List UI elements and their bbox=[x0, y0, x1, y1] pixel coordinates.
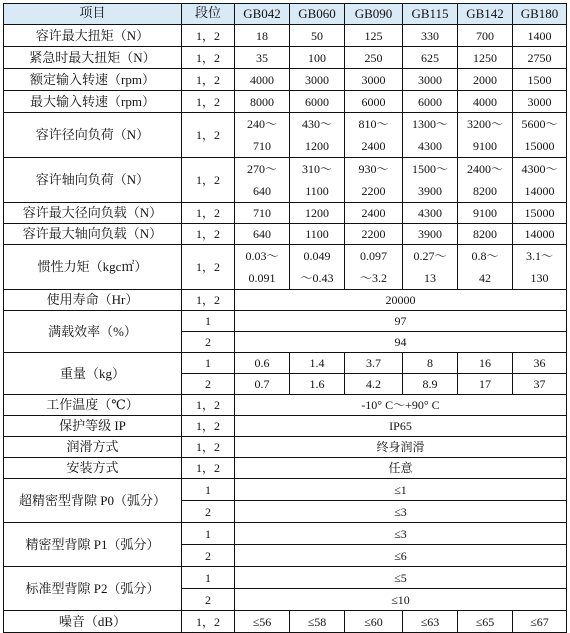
range-start: 930～ bbox=[358, 162, 389, 176]
value-cell: 15000 bbox=[513, 203, 567, 224]
range-start: 0.03～ bbox=[245, 249, 279, 263]
value-cell bbox=[458, 113, 513, 158]
row-label: 超精密型背隙 P0（弧分） bbox=[4, 479, 182, 523]
row-label: 容许径向负荷（N） bbox=[4, 113, 182, 158]
table-row bbox=[4, 416, 567, 437]
value-cell bbox=[345, 113, 403, 158]
merged-value-cell: -10° C～+90° C bbox=[235, 395, 567, 416]
stage-cell: 1，2 bbox=[182, 611, 235, 633]
row-label: 最大输入转速（rpm） bbox=[4, 91, 182, 113]
range-end: 640 bbox=[253, 184, 271, 198]
range-start: 310～ bbox=[301, 162, 332, 176]
value-cell bbox=[403, 245, 458, 290]
range-start: 1300～ bbox=[411, 117, 448, 131]
table-row bbox=[4, 395, 567, 416]
value-cell: 2200 bbox=[345, 224, 403, 245]
range-start: 430～ bbox=[301, 117, 332, 131]
value-cell: 4000 bbox=[458, 91, 513, 113]
value-cell: 3000 bbox=[345, 69, 403, 91]
stage-cell: 2 bbox=[182, 332, 235, 353]
stage-cell: 1，2 bbox=[182, 91, 235, 113]
value-cell bbox=[235, 113, 290, 158]
row-label: 噪音（dB） bbox=[4, 611, 182, 633]
range-end: 4300 bbox=[418, 139, 442, 153]
value-cell bbox=[403, 113, 458, 158]
value-cell: 700 bbox=[458, 25, 513, 47]
range-end: 15000 bbox=[524, 139, 555, 153]
value-cell: ≤65 bbox=[458, 611, 513, 633]
value-cell: 1500 bbox=[513, 69, 567, 91]
value-cell: 8000 bbox=[235, 91, 290, 113]
row-label: 额定输入转速（rpm） bbox=[4, 69, 182, 91]
value-cell: 2750 bbox=[513, 47, 567, 69]
table-row bbox=[4, 91, 567, 113]
value-cell: 0.6 bbox=[235, 353, 290, 374]
row-label: 安装方式 bbox=[4, 458, 182, 479]
stage-cell: 1 bbox=[182, 353, 235, 374]
value-cell bbox=[458, 245, 513, 290]
value-cell: 8200 bbox=[458, 224, 513, 245]
value-cell: 6000 bbox=[290, 91, 345, 113]
range-start: 5600～ bbox=[521, 117, 558, 131]
value-cell: 16 bbox=[458, 353, 513, 374]
stage-cell: 1，2 bbox=[182, 203, 235, 224]
stage-cell: 1，2 bbox=[182, 69, 235, 91]
value-cell: 710 bbox=[235, 203, 290, 224]
stage-cell: 1，2 bbox=[182, 416, 235, 437]
value-cell: 3900 bbox=[403, 224, 458, 245]
value-cell: 1200 bbox=[290, 203, 345, 224]
stage-cell: 1，2 bbox=[182, 25, 235, 47]
merged-value-cell: ≤3 bbox=[235, 523, 567, 545]
stage-cell: 1，2 bbox=[182, 395, 235, 416]
value-cell: 6000 bbox=[403, 91, 458, 113]
row-label: 容许轴向负荷（N） bbox=[4, 158, 182, 203]
value-cell: 8.9 bbox=[403, 374, 458, 395]
value-cell bbox=[513, 245, 567, 290]
row-label: 使用寿命（Hr） bbox=[4, 290, 182, 311]
table-row bbox=[4, 458, 567, 479]
header-model: GB060 bbox=[290, 4, 345, 25]
value-cell bbox=[290, 245, 345, 290]
value-cell: 1400 bbox=[513, 25, 567, 47]
row-label: 润滑方式 bbox=[4, 437, 182, 458]
merged-value-cell: ≤6 bbox=[235, 545, 567, 567]
value-cell: 18 bbox=[235, 25, 290, 47]
table-row bbox=[4, 479, 567, 501]
value-cell bbox=[513, 113, 567, 158]
value-cell: 37 bbox=[513, 374, 567, 395]
table-row bbox=[4, 567, 567, 589]
stage-cell: 1，2 bbox=[182, 113, 235, 158]
merged-value-cell: ≤3 bbox=[235, 501, 567, 523]
range-start: 3.1～ bbox=[525, 249, 553, 263]
stage-cell: 1 bbox=[182, 523, 235, 545]
value-cell bbox=[345, 158, 403, 203]
range-end: 42 bbox=[479, 271, 491, 285]
value-cell bbox=[458, 158, 513, 203]
value-cell: 1.6 bbox=[290, 374, 345, 395]
value-cell: 3000 bbox=[403, 69, 458, 91]
header-model: GB042 bbox=[235, 4, 290, 25]
table-row bbox=[4, 353, 567, 374]
table-row bbox=[4, 113, 567, 158]
row-label: 保护等级 IP bbox=[4, 416, 182, 437]
spec-table bbox=[3, 3, 567, 633]
value-cell: 330 bbox=[403, 25, 458, 47]
value-cell: 3000 bbox=[290, 69, 345, 91]
range-end: 8200 bbox=[473, 184, 497, 198]
value-cell: 3.7 bbox=[345, 353, 403, 374]
stage-cell: 1，2 bbox=[182, 437, 235, 458]
value-cell: 36 bbox=[513, 353, 567, 374]
stage-cell: 1 bbox=[182, 311, 235, 332]
value-cell: ≤67 bbox=[513, 611, 567, 633]
range-end: ～3.2 bbox=[359, 271, 387, 285]
range-end: 9100 bbox=[473, 139, 497, 153]
header-item: 项目 bbox=[4, 4, 182, 25]
stage-cell: 1，2 bbox=[182, 458, 235, 479]
value-cell: 9100 bbox=[458, 203, 513, 224]
value-cell: ≤60 bbox=[345, 611, 403, 633]
range-start: 0.27～ bbox=[413, 249, 447, 263]
stage-cell: 1，2 bbox=[182, 290, 235, 311]
value-cell bbox=[345, 245, 403, 290]
table-row bbox=[4, 224, 567, 245]
value-cell bbox=[513, 158, 567, 203]
row-label: 精密型背隙 P1（弧分） bbox=[4, 523, 182, 567]
value-cell: 640 bbox=[235, 224, 290, 245]
range-start: 3200～ bbox=[466, 117, 503, 131]
stage-cell: 1 bbox=[182, 567, 235, 589]
stage-cell: 1，2 bbox=[182, 224, 235, 245]
value-cell: 8 bbox=[403, 353, 458, 374]
value-cell: 14000 bbox=[513, 224, 567, 245]
value-cell bbox=[290, 158, 345, 203]
stage-cell: 1 bbox=[182, 479, 235, 501]
header-model: GB090 bbox=[345, 4, 403, 25]
value-cell: 2400 bbox=[345, 203, 403, 224]
value-cell: 4000 bbox=[235, 69, 290, 91]
stage-cell: 2 bbox=[182, 501, 235, 523]
value-cell: 625 bbox=[403, 47, 458, 69]
row-label: 容许最大扭矩（N） bbox=[4, 25, 182, 47]
value-cell: 4.2 bbox=[345, 374, 403, 395]
merged-value-cell: 97 bbox=[235, 311, 567, 332]
value-cell bbox=[403, 158, 458, 203]
header-model: GB115 bbox=[403, 4, 458, 25]
range-start: 810～ bbox=[358, 117, 389, 131]
value-cell: ≤58 bbox=[290, 611, 345, 633]
table-row bbox=[4, 47, 567, 69]
stage-cell: 2 bbox=[182, 589, 235, 611]
table-row bbox=[4, 611, 567, 633]
value-cell: ≤63 bbox=[403, 611, 458, 633]
table-row bbox=[4, 437, 567, 458]
merged-value-cell: 任意 bbox=[235, 458, 567, 479]
merged-value-cell: ≤5 bbox=[235, 567, 567, 589]
value-cell: 4300 bbox=[403, 203, 458, 224]
table-row bbox=[4, 523, 567, 545]
row-label: 容许最大轴向负载（N） bbox=[4, 224, 182, 245]
value-cell: 2000 bbox=[458, 69, 513, 91]
range-end: 2200 bbox=[361, 184, 386, 198]
row-label: 容许最大径向负载（N） bbox=[4, 203, 182, 224]
value-cell: 0.7 bbox=[235, 374, 290, 395]
range-start: 240～ bbox=[246, 117, 277, 131]
stage-cell: 1，2 bbox=[182, 47, 235, 69]
value-cell: 50 bbox=[290, 25, 345, 47]
header-stage: 段位 bbox=[182, 4, 235, 25]
stage-cell: 2 bbox=[182, 545, 235, 567]
table-row bbox=[4, 203, 567, 224]
value-cell: 3000 bbox=[513, 91, 567, 113]
merged-value-cell: 94 bbox=[235, 332, 567, 353]
value-cell: 35 bbox=[235, 47, 290, 69]
row-label: 标准型背隙 P2（弧分） bbox=[4, 567, 182, 611]
value-cell: 125 bbox=[345, 25, 403, 47]
stage-cell: 1，2 bbox=[182, 245, 235, 290]
merged-value-cell: IP65 bbox=[235, 416, 567, 437]
header-model: GB180 bbox=[513, 4, 567, 25]
table-row bbox=[4, 69, 567, 91]
range-end: 130 bbox=[530, 271, 549, 285]
range-end: ～0.43 bbox=[300, 271, 334, 285]
value-cell: 17 bbox=[458, 374, 513, 395]
value-cell: ≤56 bbox=[235, 611, 290, 633]
range-start: 0.8～ bbox=[471, 249, 499, 263]
range-start: 2400～ bbox=[466, 162, 503, 176]
range-end: 1200 bbox=[305, 139, 329, 153]
merged-value-cell: ≤1 bbox=[235, 479, 567, 501]
merged-value-cell: 终身润滑 bbox=[235, 437, 567, 458]
table-row bbox=[4, 311, 567, 332]
value-cell: 250 bbox=[345, 47, 403, 69]
value-cell: 100 bbox=[290, 47, 345, 69]
range-end: 1100 bbox=[305, 184, 329, 198]
row-label: 惯性力矩（kgc㎡） bbox=[4, 245, 182, 290]
row-label: 满载效率（%） bbox=[4, 311, 182, 353]
table-row bbox=[4, 158, 567, 203]
stage-cell: 1，2 bbox=[182, 158, 235, 203]
stage-cell: 2 bbox=[182, 374, 235, 395]
value-cell bbox=[235, 158, 290, 203]
header-row bbox=[4, 4, 567, 25]
value-cell: 1.4 bbox=[290, 353, 345, 374]
range-end: 14000 bbox=[524, 184, 555, 198]
range-start: 1500～ bbox=[411, 162, 448, 176]
range-end: 13 bbox=[424, 271, 436, 285]
merged-value-cell: ≤10 bbox=[235, 589, 567, 611]
value-cell bbox=[235, 245, 290, 290]
row-label: 工作温度（℃） bbox=[4, 395, 182, 416]
range-end: 3900 bbox=[418, 184, 442, 198]
value-cell bbox=[290, 113, 345, 158]
range-start: 0.097 bbox=[360, 249, 387, 263]
row-label: 重量（kg） bbox=[4, 353, 182, 395]
value-cell: 1100 bbox=[290, 224, 345, 245]
value-cell: 1250 bbox=[458, 47, 513, 69]
header-model: GB142 bbox=[458, 4, 513, 25]
range-start: 270～ bbox=[246, 162, 277, 176]
merged-value-cell: 20000 bbox=[235, 290, 567, 311]
table-row bbox=[4, 25, 567, 47]
range-end: 2400 bbox=[361, 139, 386, 153]
range-end: 0.091 bbox=[248, 271, 276, 285]
row-label: 紧急时最大扭矩（N） bbox=[4, 47, 182, 69]
value-cell: 6000 bbox=[345, 91, 403, 113]
table-row bbox=[4, 245, 567, 290]
table-row bbox=[4, 290, 567, 311]
range-end: 710 bbox=[253, 139, 271, 153]
range-start: 0.049 bbox=[303, 249, 331, 263]
range-start: 4300～ bbox=[521, 162, 558, 176]
